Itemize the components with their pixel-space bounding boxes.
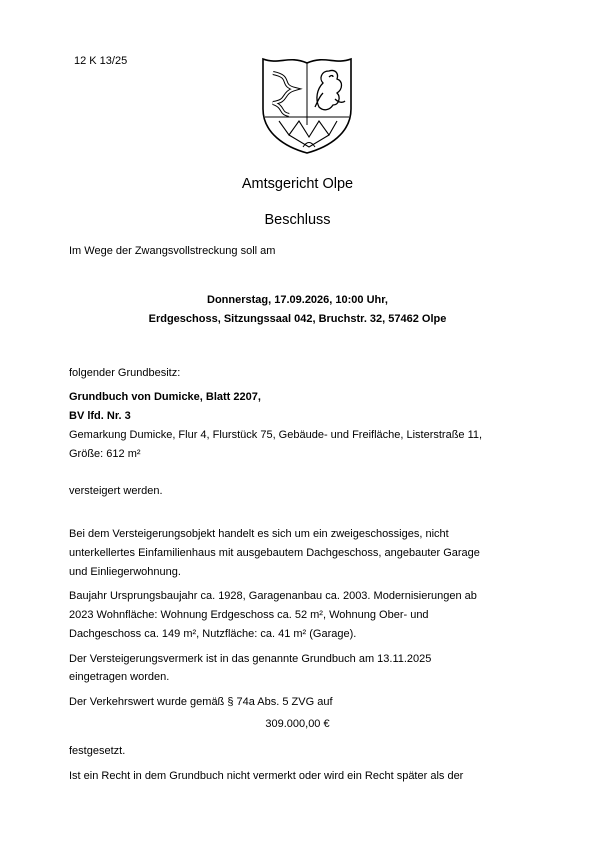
vermerk-line: Der Versteigerungsvermerk ist in das genannte Grundbuch am 13.11.2025 [69,653,432,665]
description-line: unterkellertes Einfamilienhaus mit ausgebautem Dachgeschoss, angebauter Garage [69,547,480,559]
details-line: Dachgeschoss ca. 149 m², Nutzfläche: ca. 41 m² (Garage). [69,628,357,640]
details-line: 2023 Wohnfläche: Wohnung Erdgeschoss ca. 52 m², Wohnung Ober- und [69,609,429,621]
intro-text: Im Wege der Zwangsvollstreckung soll am [69,245,276,257]
bv-line: BV lfd. Nr. 3 [69,410,131,422]
property-intro: folgender Grundbesitz: [69,367,181,379]
verkehrswert-intro: Der Verkehrswert wurde gemäß § 74a Abs. 5 ZVG auf [69,696,333,708]
details-line: Baujahr Ursprungsbaujahr ca. 1928, Garagenanbau ca. 2003. Modernisierungen ab [69,590,477,602]
nrw-coat-of-arms-icon [259,55,355,155]
appointment-date: Donnerstag, 17.09.2026, 10:00 Uhr, [207,294,388,306]
versteigert-text: versteigert werden. [69,485,163,497]
vermerk-line: eingetragen worden. [69,671,170,683]
groesse-line: Größe: 612 m² [69,448,141,460]
gemarkung-line: Gemarkung Dumicke, Flur 4, Flurstück 75, Gebäude- und Freifläche, Listerstraße 11, [69,429,483,441]
document-title: Beschluss [264,212,331,228]
grundbuch-line: Grundbuch von Dumicke, Blatt 2207, [69,391,261,403]
verkehrswert-amount: 309.000,00 € [265,718,330,730]
description-line: Bei dem Versteigerungsobjekt handelt es sich um ein zweigeschossiges, nicht [69,528,449,540]
description-line: und Einliegerwohnung. [69,566,181,578]
footer-text: Ist ein Recht in dem Grundbuch nicht vermerkt oder wird ein Recht später als der [69,770,464,782]
appointment-location: Erdgeschoss, Sitzungssaal 042, Bruchstr. 32, 57462 Olpe [148,313,447,325]
case-number: 12 K 13/25 [74,55,128,67]
court-name: Amtsgericht Olpe [241,176,354,192]
verkehrswert-outro: festgesetzt. [69,745,126,757]
